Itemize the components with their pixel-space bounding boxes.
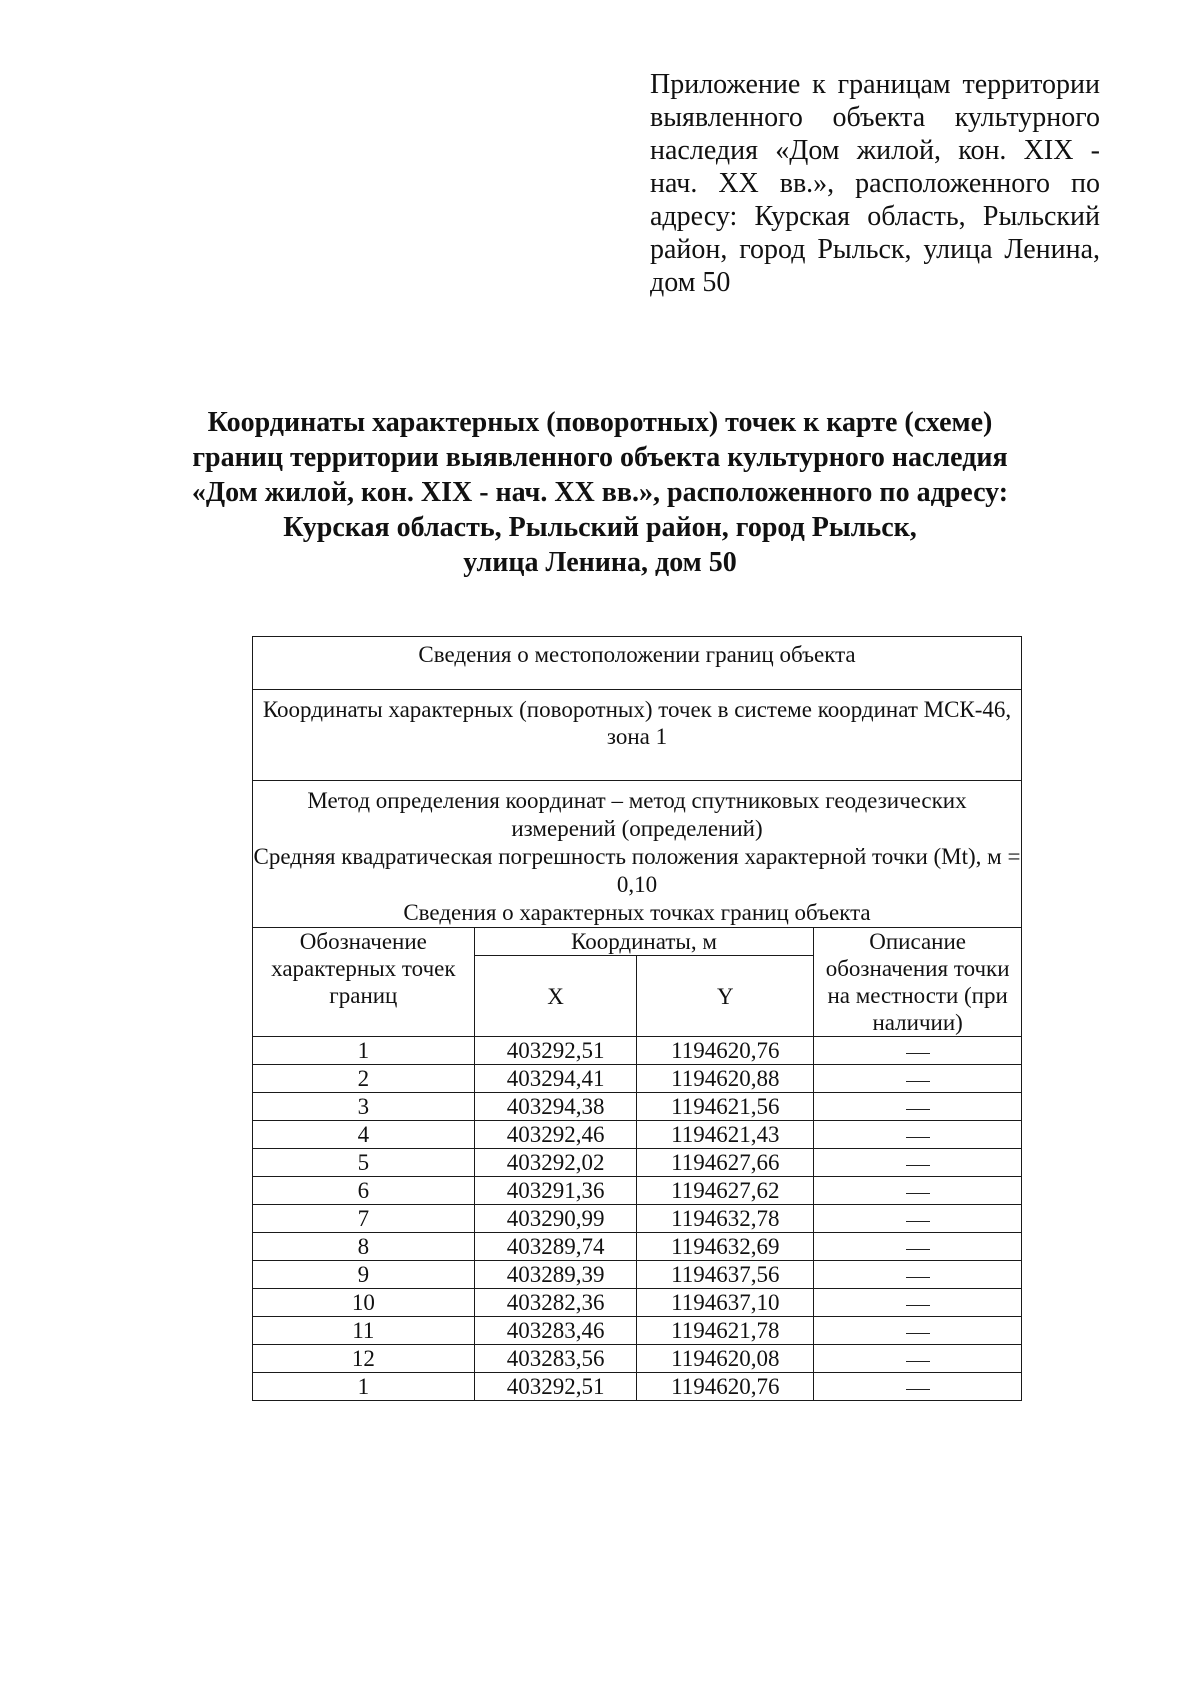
x-cell: 403289,74 xyxy=(474,1233,637,1261)
table-row xyxy=(253,1317,1022,1345)
y-cell: 1194627,62 xyxy=(637,1177,814,1205)
y-cell: 1194620,08 xyxy=(637,1345,814,1373)
title-line: границ территории выявленного объекта культурного наследия xyxy=(192,442,1008,473)
dash-mark xyxy=(906,1389,930,1390)
description-cell xyxy=(814,1233,1022,1261)
point-cell: 7 xyxy=(253,1205,475,1233)
description-cell xyxy=(814,1317,1022,1345)
description-cell xyxy=(814,1121,1022,1149)
x-cell: 403292,46 xyxy=(474,1121,637,1149)
coordinate-system-cell: Координаты характерных (поворотных) точек в системе координат МСК-46, зона 1 xyxy=(253,690,1022,781)
table-row xyxy=(253,1373,1022,1401)
dash-mark xyxy=(906,1193,930,1194)
point-cell: 1 xyxy=(253,1037,475,1065)
title-line: «Дом жилой, кон. XIX - нач. XX вв.», расположенного по адресу: xyxy=(191,477,1009,508)
point-cell: 9 xyxy=(253,1261,475,1289)
point-cell: 1 xyxy=(253,1373,475,1401)
column-header-description: Описание обозначения точки на местности (при наличии) xyxy=(814,928,1022,1037)
description-cell xyxy=(814,1261,1022,1289)
x-cell: 403291,36 xyxy=(474,1177,637,1205)
dash-mark xyxy=(906,1053,930,1054)
table-row xyxy=(253,1093,1022,1121)
y-cell: 1194632,78 xyxy=(637,1205,814,1233)
dash-mark xyxy=(906,1333,930,1334)
table-row xyxy=(253,1177,1022,1205)
dash-mark xyxy=(906,1221,930,1222)
y-cell: 1194620,88 xyxy=(637,1065,814,1093)
table-row xyxy=(253,1121,1022,1149)
dash-mark xyxy=(906,1109,930,1110)
dash-mark xyxy=(906,1081,930,1082)
points-info-text: Сведения о характерных точках границ объекта xyxy=(403,900,871,925)
column-header-point: Обозначение характерных точек границ xyxy=(253,928,475,1037)
y-cell: 1194621,78 xyxy=(637,1317,814,1345)
y-cell: 1194637,56 xyxy=(637,1261,814,1289)
table-row xyxy=(253,1037,1022,1065)
point-cell: 8 xyxy=(253,1233,475,1261)
description-cell xyxy=(814,1373,1022,1401)
dash-mark xyxy=(906,1361,930,1362)
table-row xyxy=(253,1149,1022,1177)
description-cell xyxy=(814,1289,1022,1317)
x-cell: 403292,51 xyxy=(474,1037,637,1065)
description-cell xyxy=(814,1177,1022,1205)
description-cell xyxy=(814,1149,1022,1177)
dash-mark xyxy=(906,1137,930,1138)
column-header-y: Y xyxy=(637,956,814,1037)
x-cell: 403289,39 xyxy=(474,1261,637,1289)
dash-mark xyxy=(906,1277,930,1278)
y-cell: 1194621,43 xyxy=(637,1121,814,1149)
point-cell: 2 xyxy=(253,1065,475,1093)
document-title xyxy=(150,405,1050,580)
appendix-note: Приложение к границам территории выявленного объекта культурного наследия «Дом жилой, кон. XIX - нач. XX вв.», расположенного по адресу: Курская область, Рыльский район, город Рыльск, улица Ленина, дом 50 xyxy=(650,69,1100,298)
point-cell: 4 xyxy=(253,1121,475,1149)
section-header: Сведения о местоположении границ объекта xyxy=(253,637,1022,690)
point-cell: 10 xyxy=(253,1289,475,1317)
x-cell: 403290,99 xyxy=(474,1205,637,1233)
coordinates-table xyxy=(252,636,1022,1401)
table-row xyxy=(253,1289,1022,1317)
point-cell: 12 xyxy=(253,1345,475,1373)
title-line: Координаты характерных (поворотных) точек к карте (схеме) xyxy=(207,407,993,438)
x-cell: 403292,02 xyxy=(474,1149,637,1177)
dash-mark xyxy=(906,1249,930,1250)
point-cell: 6 xyxy=(253,1177,475,1205)
dash-mark xyxy=(906,1305,930,1306)
method-cell xyxy=(253,781,1022,928)
title-line: улица Ленина, дом 50 xyxy=(463,547,737,578)
description-cell xyxy=(814,1065,1022,1093)
description-cell xyxy=(814,1345,1022,1373)
x-cell: 403294,38 xyxy=(474,1093,637,1121)
y-cell: 1194620,76 xyxy=(637,1373,814,1401)
x-cell: 403292,51 xyxy=(474,1373,637,1401)
point-cell: 11 xyxy=(253,1317,475,1345)
description-cell xyxy=(814,1037,1022,1065)
table-row xyxy=(253,1261,1022,1289)
table-row xyxy=(253,1065,1022,1093)
point-cell: 5 xyxy=(253,1149,475,1177)
x-cell: 403283,46 xyxy=(474,1317,637,1345)
description-cell xyxy=(814,1093,1022,1121)
table-row xyxy=(253,1205,1022,1233)
column-header-x: X xyxy=(474,956,637,1037)
table-row xyxy=(253,1345,1022,1373)
y-cell: 1194620,76 xyxy=(637,1037,814,1065)
accuracy-text: Средняя квадратическая погрешность положения характерной точки (Mt), м = 0,10 xyxy=(253,844,1021,897)
title-line: Курская область, Рыльский район, город Рыльск, xyxy=(283,512,917,543)
description-cell xyxy=(814,1205,1022,1233)
y-cell: 1194627,66 xyxy=(637,1149,814,1177)
x-cell: 403283,56 xyxy=(474,1345,637,1373)
x-cell: 403282,36 xyxy=(474,1289,637,1317)
method-text: Метод определения координат – метод спутниковых геодезических измерений (определений) xyxy=(307,788,967,841)
y-cell: 1194621,56 xyxy=(637,1093,814,1121)
y-cell: 1194637,10 xyxy=(637,1289,814,1317)
column-header-coordinates: Координаты, м xyxy=(474,928,814,956)
dash-mark xyxy=(906,1165,930,1166)
point-cell: 3 xyxy=(253,1093,475,1121)
table-row xyxy=(253,1233,1022,1261)
y-cell: 1194632,69 xyxy=(637,1233,814,1261)
x-cell: 403294,41 xyxy=(474,1065,637,1093)
